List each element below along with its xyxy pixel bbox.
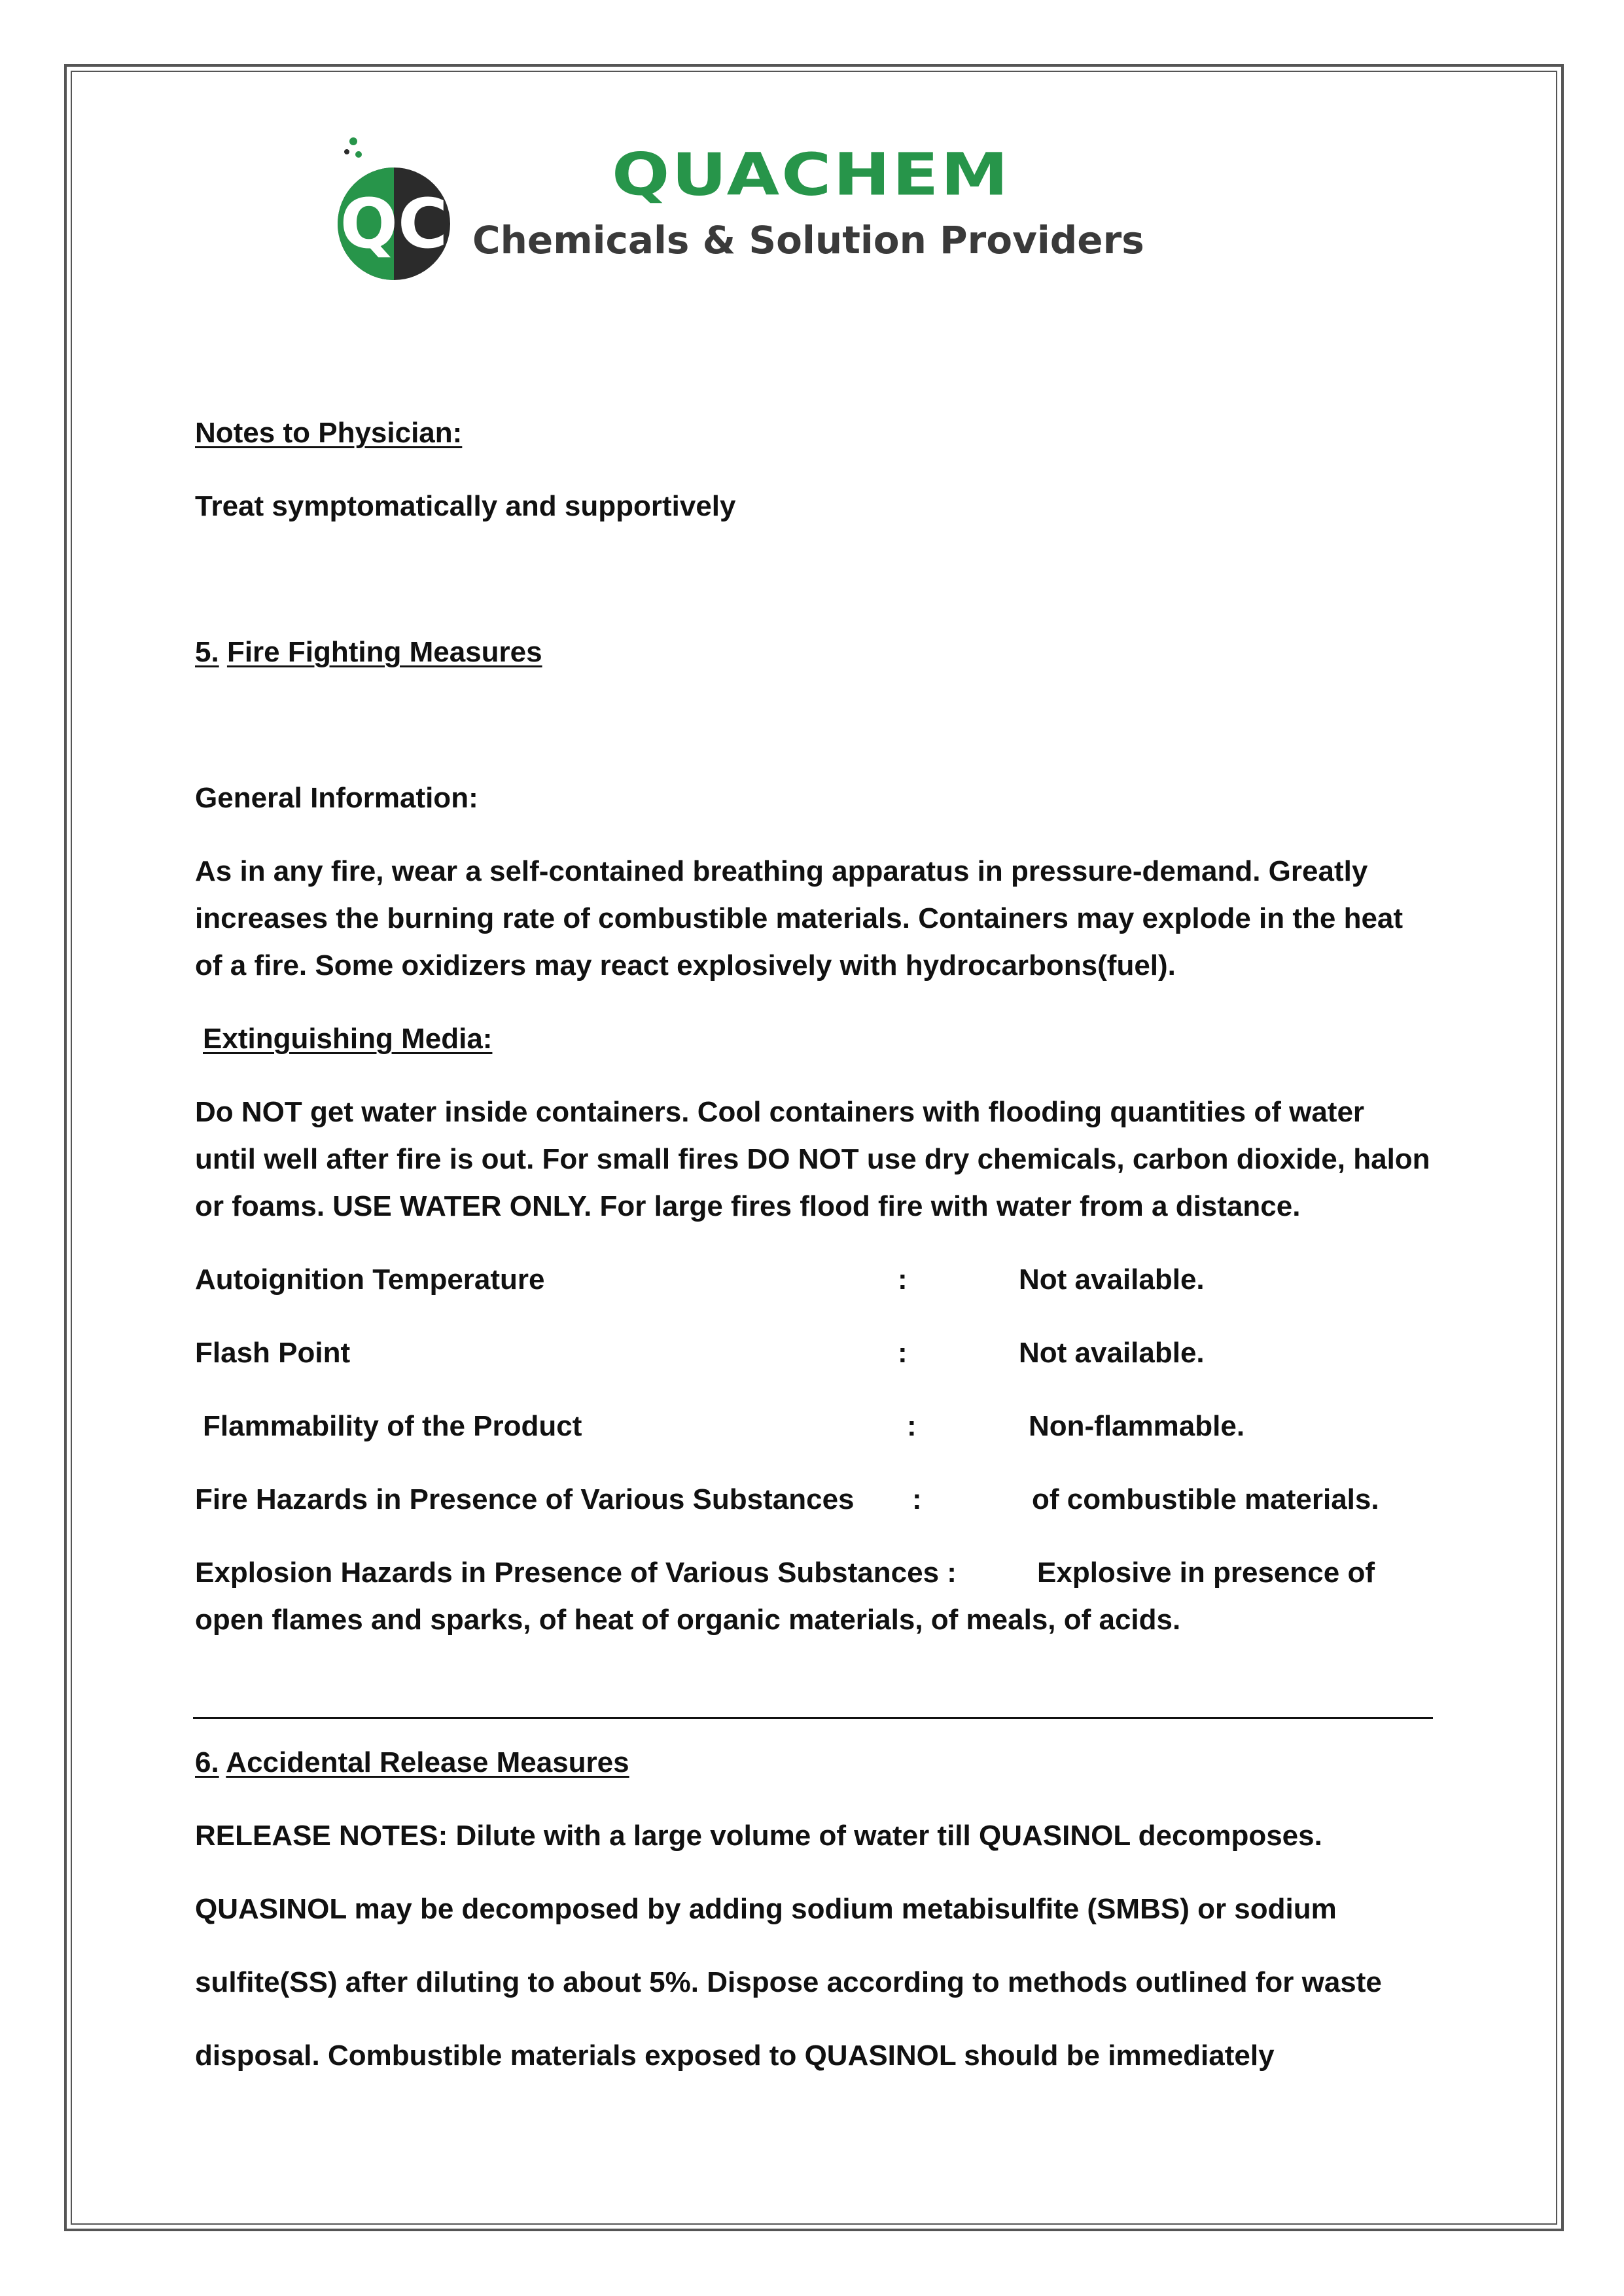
section-5-number: 5. [195, 636, 219, 668]
extinguishing-media-line: or foams. USE WATER ONLY. For large fires flood fire with water from a distance. [195, 1190, 1301, 1222]
property-value: Not available. [1019, 1337, 1205, 1369]
release-notes-line: RELEASE NOTES: Dilute with a large volume of water till QUASINOL decomposes. [195, 1820, 1322, 1852]
brand-name: QUACHEM [612, 140, 1011, 209]
release-notes-line: sulfite(SS) after diluting to about 5%. Dispose according to methods outlined for waste [195, 1966, 1382, 1998]
section-5-heading [195, 629, 542, 676]
general-information-line: As in any fire, wear a self-contained breathing apparatus in pressure-demand. Greatly [195, 855, 1368, 887]
property-label: Flash Point [195, 1337, 351, 1369]
notes-to-physician-heading: Notes to Physician: [195, 417, 463, 449]
section-6-title: Accidental Release Measures [226, 1746, 629, 1778]
property-separator: : [898, 1263, 908, 1296]
property-separator: : [912, 1483, 922, 1515]
property-value: Non-flammable. [1029, 1410, 1245, 1442]
property-label: Flammability of the Product [203, 1410, 582, 1442]
extinguishing-media-heading: Extinguishing Media: [203, 1023, 493, 1055]
quachem-logo-mark [335, 137, 453, 288]
release-notes-line: disposal. Combustible materials exposed to QUASINOL should be immediately [195, 2040, 1275, 2072]
extinguishing-media-line: Do NOT get water inside containers. Cool containers with flooding quantities of water [195, 1096, 1365, 1128]
property-value: of combustible materials. [1032, 1483, 1379, 1515]
general-information-line: of a fire. Some oxidizers may react explosively with hydrocarbons(fuel). [195, 949, 1176, 981]
explosion-hazards-label: Explosion Hazards in Presence of Various Substances : [195, 1557, 957, 1589]
notes-to-physician-text: Treat symptomatically and supportively [195, 490, 736, 522]
property-label: Autoignition Temperature [195, 1263, 545, 1296]
general-information-heading: General Information: [195, 782, 478, 814]
section-5-title: Fire Fighting Measures [226, 636, 542, 668]
property-label: Fire Hazards in Presence of Various Substances [195, 1483, 855, 1515]
property-separator: : [907, 1410, 917, 1442]
property-value: Not available. [1019, 1263, 1205, 1296]
extinguishing-media-line: until well after fire is out. For small fires DO NOT use dry chemicals, carbon dioxide, halon [195, 1143, 1430, 1175]
svg-text:QC: QC [340, 184, 448, 264]
section-6-number: 6. [195, 1746, 219, 1778]
brand-tagline: Chemicals & Solution Providers [472, 218, 1144, 262]
general-information-line: increases the burning rate of combustible materials. Containers may explode in the heat [195, 902, 1403, 934]
property-separator: : [898, 1337, 908, 1369]
release-notes-line: QUASINOL may be decomposed by adding sodium metabisulfite (SMBS) or sodium [195, 1893, 1337, 1925]
explosion-hazards-value: Explosive in presence of [1037, 1557, 1375, 1589]
section-divider [193, 1717, 1433, 1719]
section-6-heading [195, 1739, 629, 1786]
explosion-hazards-continued: open flames and sparks, of heat of organic materials, of meals, of acids. [195, 1604, 1181, 1636]
